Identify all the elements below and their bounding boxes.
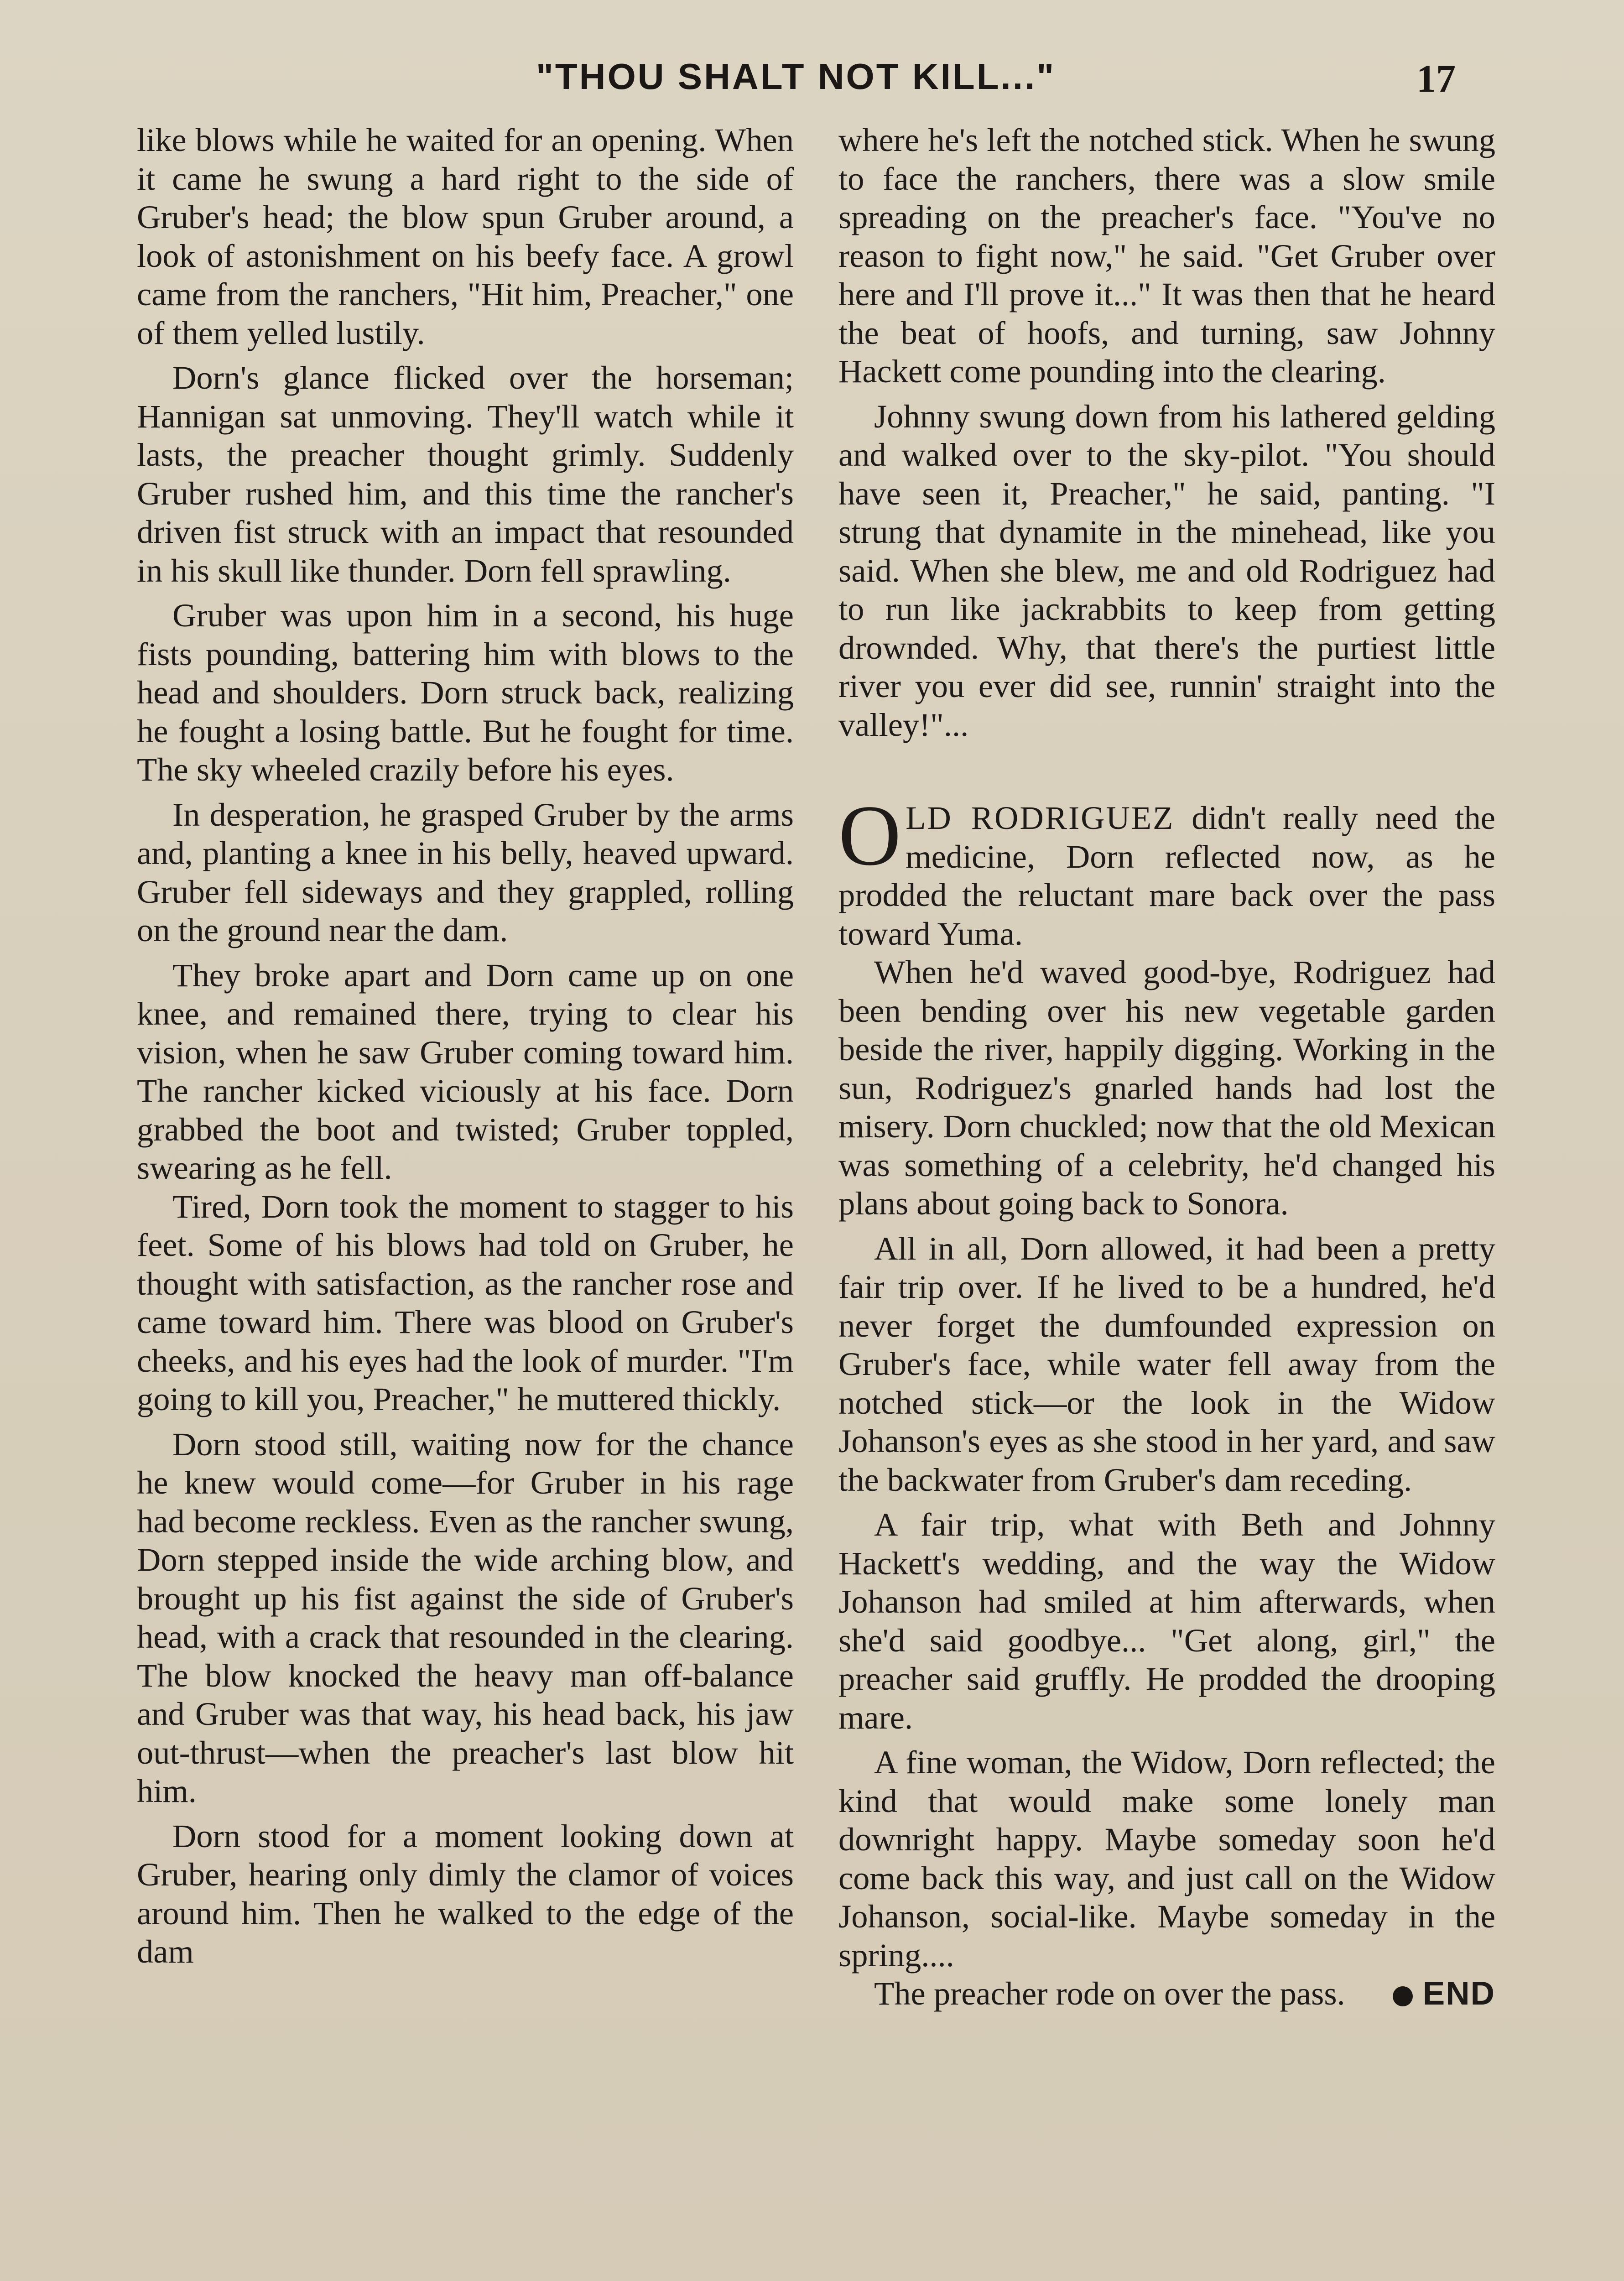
paragraph: Dorn's glance flicked over the horseman; Hannigan sat unmoving. They'll watch while it lasts, the preacher thought grimly. Suddenly Gruber rushed him, and this time the rancher's driven fist struck with an impact that resounded in his skull like thunder. Dorn fell sprawling. bbox=[137, 359, 794, 589]
lead-in-text: didn't really need the medicine, Dorn reflected now, as he prodded the reluctant mare back over the pass toward Yuma. bbox=[838, 799, 1495, 952]
paragraph: In desperation, he grasped Gruber by the arms and, planting a knee in his belly, heaved upward. Gruber fell sideways and they grappled, rolling on the ground near the dam. bbox=[137, 796, 794, 948]
paragraph: Tired, Dorn took the moment to stagger to his feet. Some of his blows had told on Gruber, he thought with satisfaction, as the rancher rose and came toward him. There was blood on Gruber's cheeks, and his eyes had the look of murder. "I'm going to kill you, Preacher," he muttered thickly. bbox=[137, 1187, 794, 1417]
final-paragraph-text: The preacher rode on over the pass. bbox=[874, 1975, 1345, 2012]
lead-in-caps: LD RODRIGUEZ bbox=[906, 799, 1175, 836]
right-column bbox=[838, 121, 1495, 2013]
paragraph: Dorn stood still, waiting now for the chance he knew would come—for Gruber in his rage had become reckless. Even as the rancher swung, Dorn stepped inside the wide arching blow, and brought up his fist against the side of Gruber's head, with a crack that resounded in the clearing. The blow knocked the heavy man off-balance and Gruber was that way, his head back, his jaw out-thrust—when the preacher's last blow hit him. bbox=[137, 1425, 794, 1809]
paragraph: Gruber was upon him in a second, his huge fists pounding, battering him with blows to the head and shoulders. Dorn struck back, realizing he fought a losing battle. But he fought for time. The sky wheeled crazily before his eyes. bbox=[137, 597, 794, 788]
end-mark bbox=[1357, 1974, 1495, 2013]
paragraph: All in all, Dorn allowed, it had been a pretty fair trip over. If he lived to be a hundred, he'd never forget the dumfounded expression on Gruber's face, while water fell away from the notched stick—or the look in the Widow Johanson's eyes as she stood in her yard, and saw the backwater from Gruber's dam receding. bbox=[838, 1229, 1495, 1498]
paragraph: like blows while he waited for an opening. When it came he swung a hard right to the side of Gruber's head; the blow spun Gruber around, a look of astonishment on his beefy face. A growl came from the ranchers, "Hit him, Preacher," one of them yelled lustily. bbox=[137, 121, 794, 351]
section-opening-paragraph bbox=[838, 788, 1495, 953]
page-number: 17 bbox=[1416, 57, 1456, 100]
paragraph: where he's left the notched stick. When he swung to face the ranchers, there was a slow smile spreading on the preacher's face. "You've no reason to fight now," he said. "Get Gruber over here and I'll prove it..." It was then that he heard the beat of hoofs, and turning, saw Johnny Hackett come pounding into the clearing. bbox=[838, 121, 1495, 390]
running-title: "THOU SHALT NOT KILL..." bbox=[536, 56, 1056, 97]
final-paragraph bbox=[838, 1974, 1495, 2013]
end-bullet-icon bbox=[1393, 1986, 1413, 2006]
paragraph: A fine woman, the Widow, Dorn reflected; the kind that would make some lonely man downright happy. Maybe someday soon he'd come back this way, and just call on the Widow Johanson, social-like. Maybe someday in the spring.... bbox=[838, 1744, 1495, 1974]
paragraph: They broke apart and Dorn came up on one knee, and remained there, trying to clear his vision, when he saw Gruber coming toward him. The rancher kicked viciously at his face. Dorn grabbed the boot and twisted; Gruber toppled, swearing as he fell. bbox=[137, 956, 794, 1186]
left-column bbox=[137, 121, 794, 1971]
end-label: END bbox=[1422, 1975, 1495, 2012]
paragraph: Johnny swung down from his lathered gelding and walked over to the sky-pilot. "You should have seen it, Preacher," he said, panting. "I strung that dynamite in the minehead, like you said. When she blew, me and old Rodriguez had to run like jackrabbits to keep from getting drownded. Why, that there's the purtiest little river you ever did see, runnin' straight into the valley!"... bbox=[838, 397, 1495, 743]
drop-cap: O bbox=[838, 788, 901, 884]
paragraph: A fair trip, what with Beth and Johnny Hackett's wedding, and the way the Widow Johanson had smiled at him afterwards, when she'd said goodbye... "Get along, girl," the preacher said gruffly. He prodded the drooping mare. bbox=[838, 1506, 1495, 1736]
paragraph: Dorn stood for a moment looking down at Gruber, hearing only dimly the clamor of voices around him. Then he walked to the edge of the dam bbox=[137, 1817, 794, 1970]
paragraph: When he'd waved good-bye, Rodriguez had been bending over his new vegetable garden beside the river, happily digging. Working in the sun, Rodriguez's gnarled hands had lost the misery. Dorn chuckled; now that the old Mexican was something of a celebrity, he'd changed his plans about going back to Sonora. bbox=[838, 953, 1495, 1222]
